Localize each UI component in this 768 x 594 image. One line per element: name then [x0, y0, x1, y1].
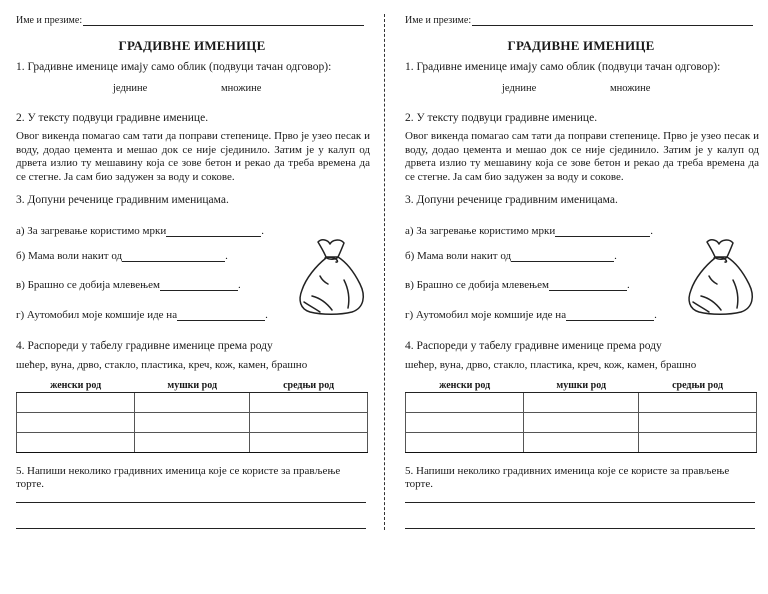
table-cell[interactable] — [639, 433, 757, 453]
table-cell[interactable] — [524, 433, 639, 453]
item-c-blank[interactable] — [160, 280, 238, 291]
table-row — [17, 433, 368, 453]
option-singular[interactable]: једнине — [502, 83, 537, 94]
worksheet-copy-left — [16, 0, 368, 594]
cut-line-divider — [384, 14, 385, 530]
worksheet-title: ГРАДИВНЕ ИМЕНИЦЕ — [507, 38, 655, 53]
sack-icon — [296, 236, 368, 316]
item-d-blank[interactable] — [566, 310, 654, 321]
question-4-words: шећер, вуна, дрво, стакло, пластика, креч, кож, камен, брашно — [16, 359, 308, 371]
item-c-blank[interactable] — [549, 280, 627, 291]
item-d-text: г) Аутомобил моје комшије иде на — [16, 309, 178, 321]
question-3: 3. Допуни реченице градивним именицама. — [405, 194, 618, 206]
question-3-item-c: в) Брашно се добија млевењем . — [16, 279, 241, 291]
name-field — [405, 15, 753, 26]
table-cell[interactable] — [250, 413, 368, 433]
question-3-item-b: б) Мама воли накит од . — [405, 250, 617, 262]
name-line[interactable] — [472, 15, 753, 26]
header-masculine: мушки род — [524, 378, 639, 393]
question-2: 2. У тексту подвуци градивне именице. — [405, 112, 598, 124]
table-cell[interactable] — [17, 393, 135, 413]
gender-table — [405, 378, 757, 453]
header-feminine: женски род — [17, 378, 135, 393]
item-d-text: г) Аутомобил моје комшије иде на — [405, 309, 567, 321]
item-b-blank[interactable] — [511, 251, 614, 262]
table-row — [406, 413, 757, 433]
item-b-text: б) Мама воли накит од — [16, 250, 123, 262]
question-2-paragraph: Овог викенда помагао сам тати да поправи степенице. Прво је узео песак и воду, додао цемента и мешао док се није сјединило. Затим је у калуп од дрвета излио ту мешавину која се зове бетон и рекао да треба времена да се стегне. Ја сам био задужен за воду и сокове. — [405, 130, 759, 183]
question-3-item-d: г) Аутомобил моје комшије иде на . — [16, 309, 268, 321]
question-2: 2. У тексту подвуци градивне именице. — [16, 112, 209, 124]
item-c-text: в) Брашно се добија млевењем — [405, 279, 549, 291]
table-cell[interactable] — [639, 393, 757, 413]
question-4: 4. Распореди у табелу градивне именице према роду — [16, 340, 273, 352]
question-2-paragraph: Овог викенда помагао сам тати да поправи степенице. Прво је узео песак и воду, додао цемента и мешао док се није сјединило. Затим је у калуп од дрвета излио ту мешавину која се зове бетон и рекао да треба времена да се стегне. Ја сам био задужен за воду и сокове. — [16, 130, 370, 183]
option-singular[interactable]: једнине — [113, 83, 148, 94]
worksheet-title: ГРАДИВНЕ ИМЕНИЦЕ — [118, 38, 266, 53]
name-line[interactable] — [83, 15, 364, 26]
header-feminine: женски род — [406, 378, 524, 393]
gender-table — [16, 378, 368, 453]
question-3: 3. Допуни реченице градивним именицама. — [16, 194, 229, 206]
item-a-text: а) За загревање користимо мрки — [16, 225, 167, 237]
header-neuter: средњи род — [250, 378, 368, 393]
table-cell[interactable] — [135, 393, 250, 413]
table-row — [406, 393, 757, 413]
table-cell[interactable] — [639, 413, 757, 433]
table-cell[interactable] — [406, 393, 524, 413]
table-row — [17, 413, 368, 433]
answer-line[interactable] — [405, 528, 755, 529]
table-cell[interactable] — [135, 433, 250, 453]
header-masculine: мушки род — [135, 378, 250, 393]
table-cell[interactable] — [17, 433, 135, 453]
table-cell[interactable] — [406, 413, 524, 433]
question-4: 4. Распореди у табелу градивне именице према роду — [405, 340, 662, 352]
question-3-item-b: б) Мама воли накит од . — [16, 250, 228, 262]
item-a-blank[interactable] — [166, 226, 261, 237]
worksheet-copy-right — [405, 0, 757, 594]
name-label: Име и презиме: — [16, 15, 83, 26]
table-cell[interactable] — [524, 413, 639, 433]
item-a-blank[interactable] — [555, 226, 650, 237]
question-1: 1. Градивне именице имају само облик (подвуци тачан одговор): — [16, 61, 332, 73]
question-5: 5. Напиши неколико градивних именица које се користе за прављење торте. — [405, 465, 730, 490]
header-neuter: средњи род — [639, 378, 757, 393]
table-cell[interactable] — [135, 413, 250, 433]
table-row — [17, 393, 368, 413]
table-cell[interactable] — [406, 433, 524, 453]
item-b-text: б) Мама воли накит од — [405, 250, 512, 262]
item-a-text: а) За загревање користимо мрки — [405, 225, 556, 237]
item-b-blank[interactable] — [122, 251, 225, 262]
question-1: 1. Градивне именице имају само облик (подвуци тачан одговор): — [405, 61, 721, 73]
question-3-item-a: а) За загревање користимо мрки . — [405, 225, 653, 237]
question-3-item-d: г) Аутомобил моје комшије иде на . — [405, 309, 657, 321]
option-plural[interactable]: множине — [610, 83, 651, 94]
table-cell[interactable] — [250, 393, 368, 413]
table-cell[interactable] — [524, 393, 639, 413]
name-field — [16, 15, 364, 26]
answer-line[interactable] — [405, 502, 755, 503]
table-cell[interactable] — [250, 433, 368, 453]
answer-line[interactable] — [16, 502, 366, 503]
question-3-item-c: в) Брашно се добија млевењем . — [405, 279, 630, 291]
sack-icon — [685, 236, 757, 316]
question-5: 5. Напиши неколико градивних именица које се користе за прављење торте. — [16, 465, 341, 490]
table-cell[interactable] — [17, 413, 135, 433]
question-3-item-a: а) За загревање користимо мрки . — [16, 225, 264, 237]
name-label: Име и презиме: — [405, 15, 472, 26]
question-4-words: шећер, вуна, дрво, стакло, пластика, креч, кож, камен, брашно — [405, 359, 697, 371]
table-row — [406, 433, 757, 453]
item-d-blank[interactable] — [177, 310, 265, 321]
answer-line[interactable] — [16, 528, 366, 529]
option-plural[interactable]: множине — [221, 83, 262, 94]
item-c-text: в) Брашно се добија млевењем — [16, 279, 160, 291]
